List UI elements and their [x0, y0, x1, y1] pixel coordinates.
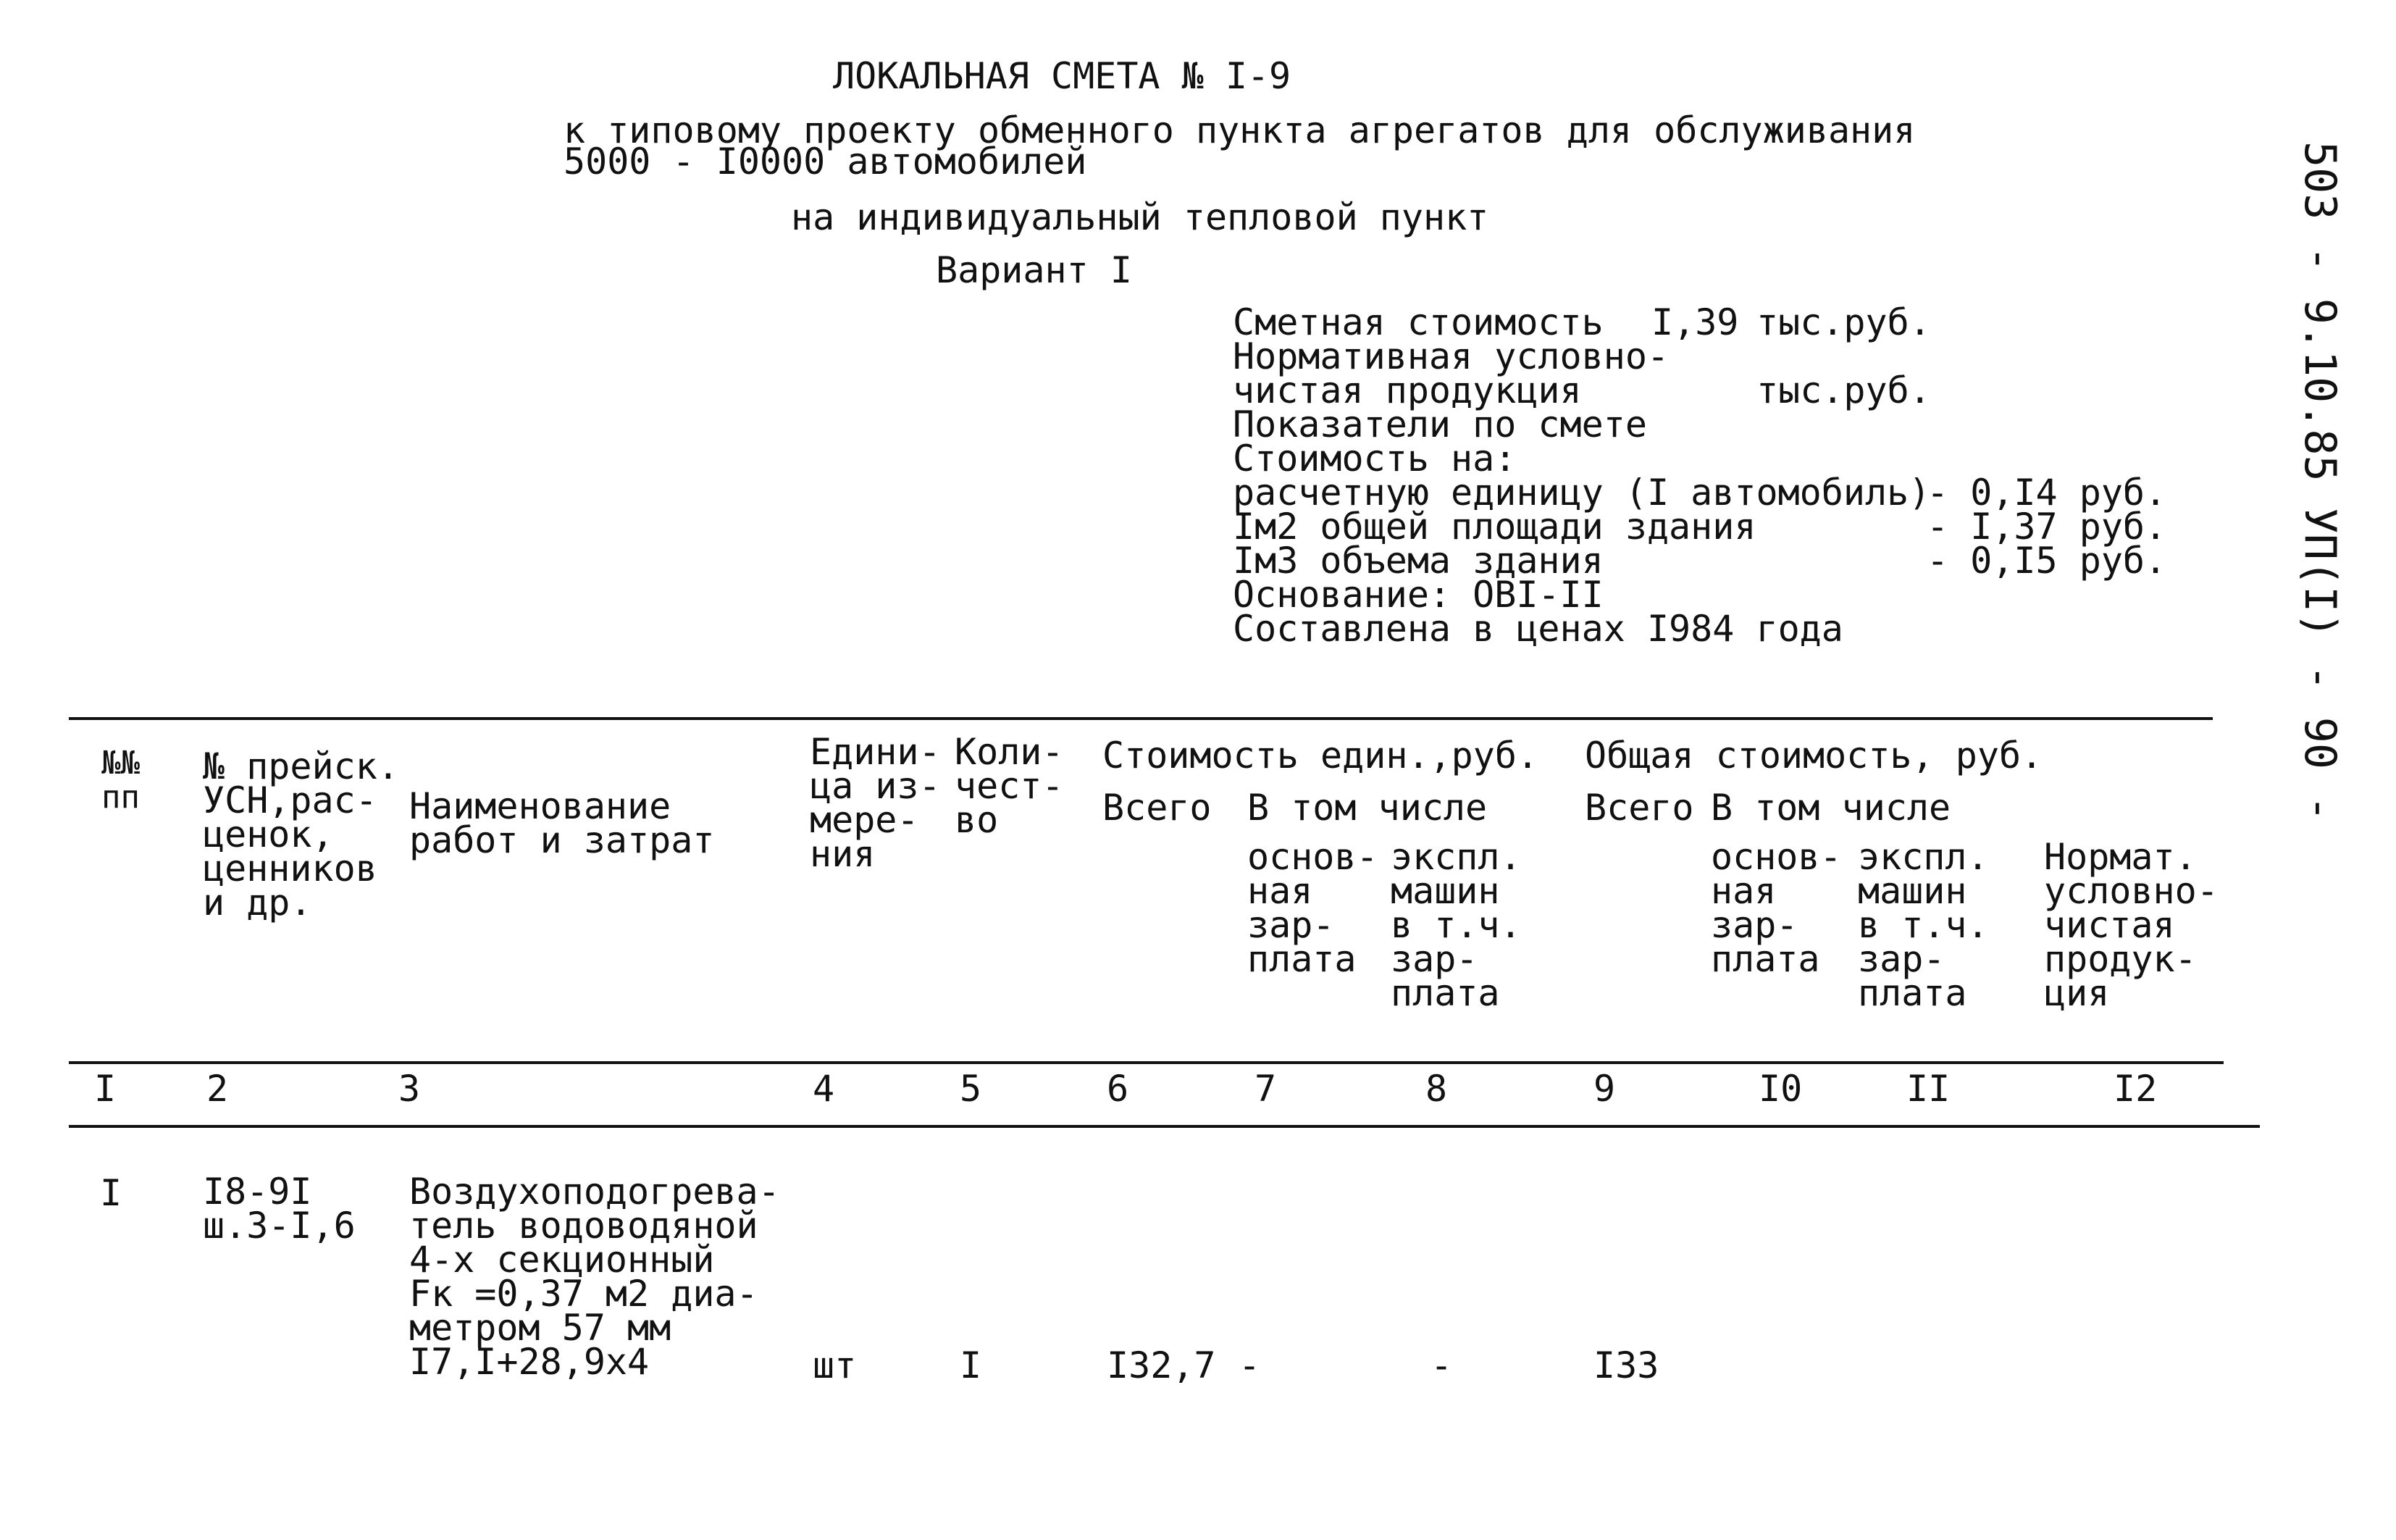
row-unit-total: I32,7 — [1107, 1344, 1216, 1386]
header-unit-total: Всего — [1102, 787, 1212, 829]
header-unit-cost: Стоимость един.,руб. — [1102, 735, 1539, 777]
subtitle-line-2: 5000 - I0000 автомобилей — [564, 141, 1087, 183]
unit-cost-value: - 0,I4 руб. — [1927, 472, 2167, 514]
subtitle-line-1: к типовому проекту обменного пункта агрегатов для обслуживания — [564, 109, 1916, 151]
variant-label: Вариант I — [936, 249, 1132, 291]
cost-label: Сметная стоимость — [1233, 301, 1604, 343]
column-numbers-rule — [69, 1125, 2260, 1128]
column-number: 7 — [1254, 1068, 1277, 1110]
column-number: 2 — [206, 1068, 229, 1110]
header-quantity: Коли- чест- во — [955, 731, 1064, 841]
row-total: I33 — [1593, 1344, 1659, 1386]
volume-cost-value: - 0,I5 руб. — [1927, 540, 2167, 582]
header-row-number: №№ пп — [101, 745, 140, 816]
column-number: I2 — [2114, 1068, 2158, 1110]
column-number: 6 — [1107, 1068, 1129, 1110]
cost-value: I,39 — [1651, 301, 1739, 343]
row-pricelist-ref: I8-9I ш.3-I,6 — [203, 1171, 356, 1247]
header-normative-product: Нормат. условно- чистая продук- ция — [2044, 836, 2219, 1014]
row-unit-base-wage: - — [1239, 1344, 1261, 1386]
cost-unit: тыс.руб. — [1756, 301, 1931, 343]
header-work-name: Наименование работ и затрат — [409, 785, 715, 861]
header-total-cost: Общая стоимость, руб. — [1585, 735, 2043, 777]
area-cost-value: - I,37 руб. — [1927, 506, 2167, 548]
column-number: 9 — [1593, 1068, 1616, 1110]
column-number: I — [94, 1068, 117, 1110]
normative-unit: тыс.руб. — [1756, 369, 1931, 411]
header-total-total: Всего — [1585, 787, 1694, 829]
header-unit-including: В том числе — [1247, 787, 1488, 829]
cost-per-label: Стоимость на: — [1233, 438, 1517, 480]
indicators-label: Показатели по смете — [1233, 403, 1647, 445]
normative-line-2: чистая продукция — [1233, 369, 1582, 411]
volume-cost-label: Iм3 объема здания — [1233, 540, 1604, 582]
header-total-including: В том числе — [1711, 787, 1951, 829]
column-number: 3 — [398, 1068, 421, 1110]
header-bottom-rule — [69, 1061, 2224, 1064]
header-pricelist-ref: № прейск. УСН,рас- ценок, ценников и др. — [203, 745, 399, 924]
area-cost-label: Iм2 общей площади здания — [1233, 506, 1756, 548]
header-total-base-wage: основ- ная зар- плата — [1711, 836, 1842, 980]
header-total-machines: экспл. машин в т.ч. зар- плата — [1858, 836, 1989, 1014]
column-number: I0 — [1759, 1068, 1803, 1110]
row-quantity: I — [960, 1344, 982, 1386]
basis-label: Основание: ОВI-II — [1233, 574, 1604, 616]
row-unit-machines: - — [1431, 1344, 1453, 1386]
column-number: 4 — [813, 1068, 835, 1110]
column-number: II — [1906, 1068, 1951, 1110]
side-stamp: 503 - 9.10.85 УП(I) - 90 - — [2295, 141, 2345, 822]
header-unit-base-wage: основ- ная зар- плата — [1247, 836, 1378, 980]
row-work-name: Воздухоподогрева- тель водоводяной 4-х секционный Fк =0,37 м2 диа- метром 57 мм I7,I+28,9x4 — [409, 1171, 780, 1383]
normative-line-1: Нормативная условно- — [1233, 335, 1670, 377]
header-unit: Едини- ца из- мере- ния — [810, 731, 941, 875]
unit-cost-label: расчетную единицу (I автомобиль) — [1233, 472, 1931, 514]
table-top-rule — [69, 717, 2213, 720]
prices-label: Составлена в ценах I984 года — [1233, 608, 1843, 650]
subtitle-line-3: на индивидуальный тепловой пункт — [791, 196, 1489, 238]
column-number: 8 — [1425, 1068, 1448, 1110]
row-number: I — [100, 1172, 122, 1214]
column-number: 5 — [960, 1068, 982, 1110]
document-title: ЛОКАЛЬНАЯ СМЕТА № I-9 — [833, 55, 1291, 97]
row-unit: шт — [813, 1344, 857, 1386]
header-unit-machines: экспл. машин в т.ч. зар- плата — [1391, 836, 1522, 1014]
